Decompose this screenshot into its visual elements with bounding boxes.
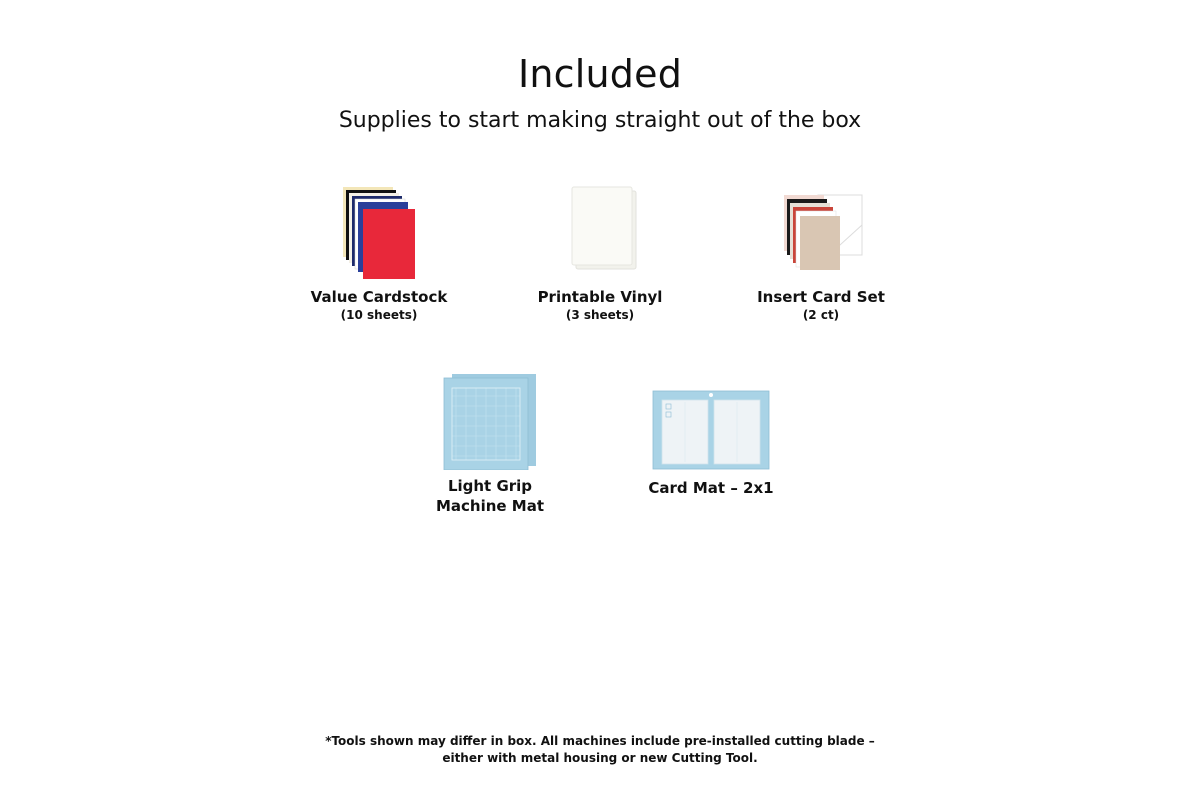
page-title: Included [517, 52, 683, 96]
footnote-line2: either with metal housing or new Cutting Tool. [442, 751, 758, 765]
insert-cards-icon [776, 185, 866, 281]
included-item-insert-card-set [711, 185, 931, 323]
included-item-light-grip-mat [380, 372, 600, 516]
item-name-line1: Light Grip [447, 477, 533, 495]
cardstock-stack-icon [339, 185, 419, 281]
item-name: Card Mat – 2x1 [648, 479, 774, 497]
footnote-line1: *Tools shown may differ in box. All machines include pre-installed cutting blade – [325, 734, 875, 748]
item-quantity: (10 sheets) [340, 308, 418, 322]
machine-mat-icon [442, 372, 538, 470]
item-name: Printable Vinyl [537, 288, 663, 306]
item-name-line2: Machine Mat [435, 497, 545, 515]
item-name: Value Cardstock [310, 288, 448, 306]
included-item-printable-vinyl [490, 185, 710, 323]
page-subtitle: Supplies to start making straight out of the box [338, 108, 862, 133]
footnote [0, 733, 1200, 767]
included-item-value-cardstock [269, 185, 489, 323]
included-item-card-mat [601, 390, 821, 498]
item-quantity: (2 ct) [802, 308, 840, 322]
card-mat-icon [652, 390, 770, 470]
item-name: Insert Card Set [757, 288, 885, 306]
item-quantity: (3 sheets) [565, 308, 635, 322]
vinyl-sheet-icon [560, 185, 640, 281]
